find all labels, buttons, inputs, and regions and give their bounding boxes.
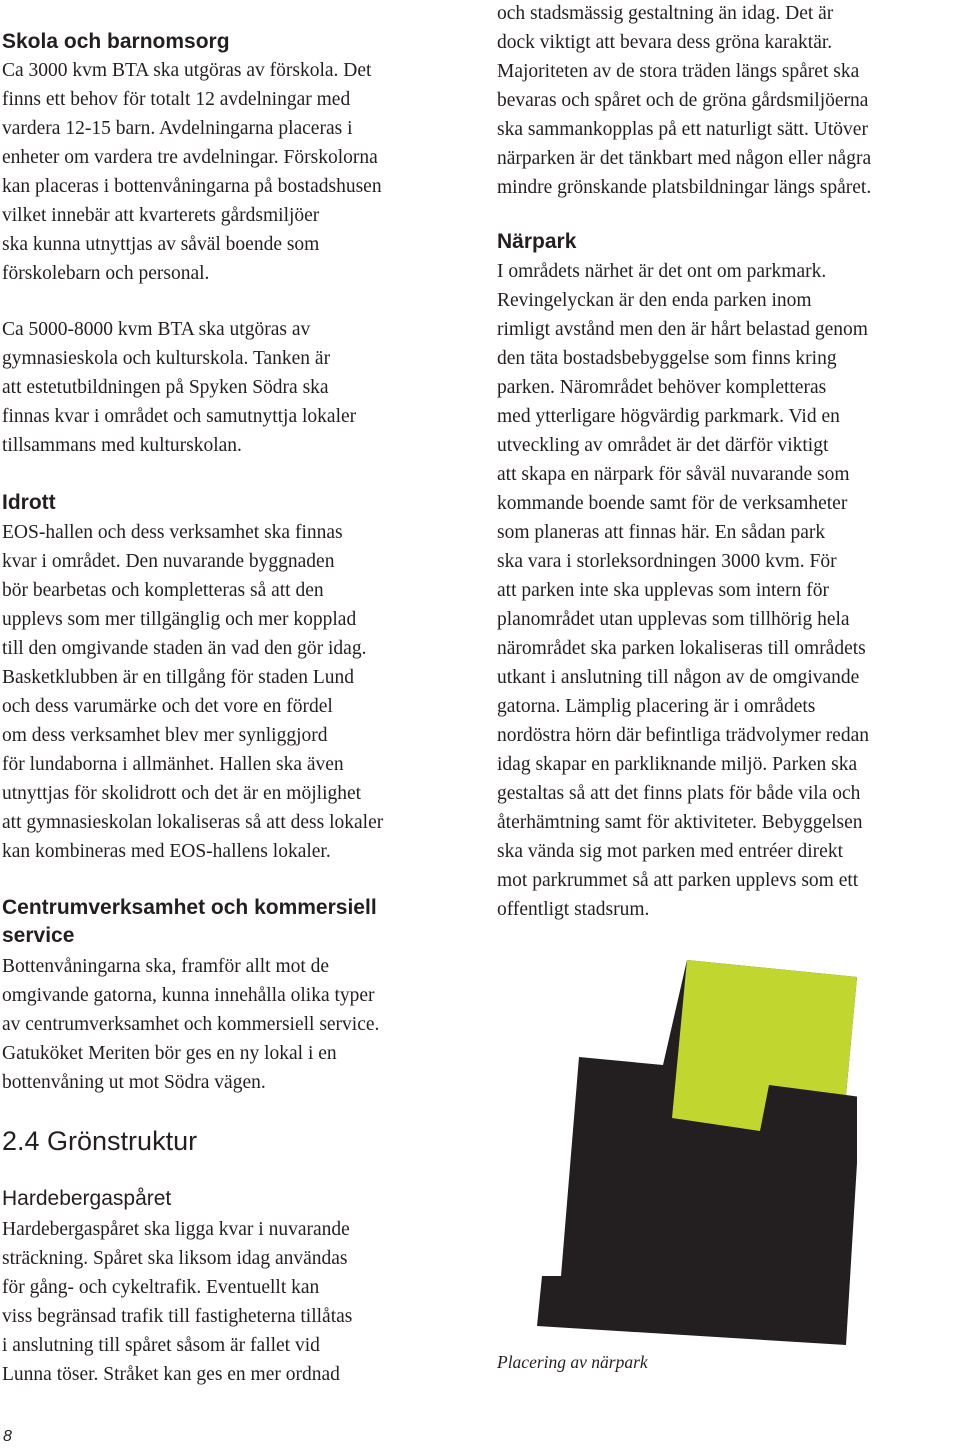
heading-skola: Skola och barnomsorg [2, 30, 230, 53]
heading-narpark: Närpark [497, 230, 577, 253]
text-line: Ca 5000-8000 kvm BTA ska utgöras av [2, 319, 311, 340]
text-line: för gång- och cykeltrafik. Eventuellt kan [2, 1277, 320, 1298]
text-line: ska kunna utnyttjas av såväl boende som [2, 234, 320, 255]
paragraph-skola-gymnasie [2, 315, 356, 460]
paragraph-idrott [2, 518, 383, 866]
text-line: Hardebergaspåret ska ligga kvar i nuvarande [2, 1219, 350, 1240]
text-line: idag skapar en parkliknande miljö. Parken ska [497, 754, 858, 775]
text-line: närområdet ska parken lokaliseras till områdets [497, 638, 866, 659]
text-line: bör bearbetas och kompletteras så att den [2, 580, 324, 601]
text-line: bottenvåning ut mot Södra vägen. [2, 1072, 266, 1093]
text-line: Gatuköket Meriten bör ges en ny lokal i en [2, 1043, 337, 1064]
text-line: gatorna. Lämplig placering är i områdets [497, 696, 816, 717]
heading-hardebergasparet: Hardebergaspåret [2, 1187, 172, 1210]
text-line: vardera 12-15 barn. Avdelningarna placeras i [2, 118, 353, 139]
text-line: kan placeras i bottenvåningarna på bostadshusen [2, 176, 382, 197]
text-line: i anslutning till spåret såsom är fallet vid [2, 1335, 320, 1356]
text-line: kan kombineras med EOS-hallens lokaler. [2, 841, 331, 862]
paragraph-hardebergasparet-continued [497, 0, 871, 202]
text-line: tillsammans med kulturskolan. [2, 435, 242, 456]
page-number: 8 [3, 1428, 12, 1445]
text-line: bevaras och spåret och de gröna gårdsmiljöerna [497, 90, 869, 111]
text-line: offentligt stadsrum. [497, 899, 650, 920]
paragraph-narpark [497, 257, 869, 924]
text-line: finns ett behov för totalt 12 avdelningar med [2, 89, 351, 110]
text-line: mindre grönskande platsbildningar längs spåret. [497, 177, 872, 198]
text-line: utnyttjas för skolidrott och det är en möjlighet [2, 783, 362, 804]
text-line: upplevs som mer tillgänglig och mer kopplad [2, 609, 357, 630]
text-line: gestaltas så att det finns plats för både vila och [497, 783, 861, 804]
park-location-map [537, 960, 857, 1345]
text-line: dock viktigt att bevara dess gröna karaktär. [497, 32, 833, 53]
text-line: omgivande gatorna, kunna innehålla olika typer [2, 985, 375, 1006]
text-line: återhämtning samt för aktiviteter. Bebyggelsen [497, 812, 863, 833]
text-line: med ytterligare högvärdig parkmark. Vid en [497, 406, 840, 427]
text-line: kvar i området. Den nuvarande byggnaden [2, 551, 335, 572]
text-line: av centrumverksamhet och kommersiell service. [2, 1014, 380, 1035]
text-line: ska sammankopplas på ett naturligt sätt. Utöver [497, 119, 868, 140]
text-line: Centrumverksamhet och kommersiell [2, 896, 377, 919]
text-line: Lunna töser. Stråket kan ges en mer ordnad [2, 1364, 340, 1385]
text-line: som planeras att finnas här. En sådan park [497, 522, 826, 543]
text-line: Revingelyckan är den enda parken inom [497, 290, 812, 311]
text-line: ska vända sig mot parken med entréer direkt [497, 841, 844, 862]
text-line: och stadsmässig gestaltning än idag. Det är [497, 3, 834, 24]
heading-idrott: Idrott [2, 491, 56, 514]
text-line: Basketklubben är en tillgång för staden Lund [2, 667, 354, 688]
text-line: kommande boende samt för de verksamheter [497, 493, 848, 514]
paragraph-hardebergasparet [2, 1215, 352, 1389]
text-line: Bottenvåningarna ska, framför allt mot de [2, 956, 330, 977]
text-line: närparken är det tänkbart med någon eller några [497, 148, 872, 169]
text-line: gymnasieskola och kulturskola. Tanken är [2, 348, 331, 369]
text-line: att estetutbildningen på Spyken Södra ska [2, 377, 329, 398]
text-line: service [2, 924, 75, 947]
heading-centrumverksamhet [2, 894, 474, 950]
text-line: enheter om vardera tre avdelningar. Förskolorna [2, 147, 378, 168]
text-line: viss begränsad trafik till fastigheterna tillåtas [2, 1306, 353, 1327]
text-line: nordöstra hörn där befintliga trädvolymer redan [497, 725, 869, 746]
text-line: planområdet utan upplevas som tillhörig hela [497, 609, 850, 630]
text-line: och dess varumärke och det vore en fördel [2, 696, 333, 717]
text-line: finnas kvar i området och samutnyttja lokaler [2, 406, 357, 427]
text-line: den täta bostadsbebyggelse som finns kring [497, 348, 837, 369]
text-line: Majoriteten av de stora träden längs spåret ska [497, 61, 860, 82]
text-line: EOS-hallen och dess verksamhet ska finnas [2, 522, 343, 543]
text-line: rimligt avstånd men den är hårt belastad genom [497, 319, 868, 340]
text-line: Ca 3000 kvm BTA ska utgöras av förskola. Det [2, 60, 372, 81]
text-line: för lundaborna i allmänhet. Hallen ska även [2, 754, 344, 775]
text-line: mot parkrummet så att parken upplevs som ett [497, 870, 859, 891]
text-line: utkant i anslutning till någon av de omgivande [497, 667, 860, 688]
text-line: I områdets närhet är det ont om parkmark. [497, 261, 827, 282]
text-line: vilket innebär att kvarterets gårdsmiljöer [2, 205, 320, 226]
text-line: till den omgivande staden än vad den gör idag. [2, 638, 367, 659]
paragraph-skola-forskola [2, 56, 382, 288]
text-line: parken. Närområdet behöver kompletteras [497, 377, 827, 398]
text-line: förskolebarn och personal. [2, 263, 210, 284]
heading-gronstruktur: 2.4 Grönstruktur [2, 1126, 198, 1156]
text-line: ska vara i storleksordningen 3000 kvm. För [497, 551, 837, 572]
text-line: utveckling av området är det därför viktigt [497, 435, 829, 456]
paragraph-centrumverksamhet [2, 952, 379, 1097]
text-line: att gymnasieskolan lokaliseras så att dess lokaler [2, 812, 384, 833]
text-line: om dess verksamhet blev mer synliggjord [2, 725, 328, 746]
text-line: att skapa en närpark för såväl nuvarande som [497, 464, 850, 485]
map-caption: Placering av närpark [497, 1352, 648, 1372]
text-line: sträckning. Spåret ska liksom idag användas [2, 1248, 348, 1269]
text-line: att parken inte ska upplevas som intern för [497, 580, 829, 601]
